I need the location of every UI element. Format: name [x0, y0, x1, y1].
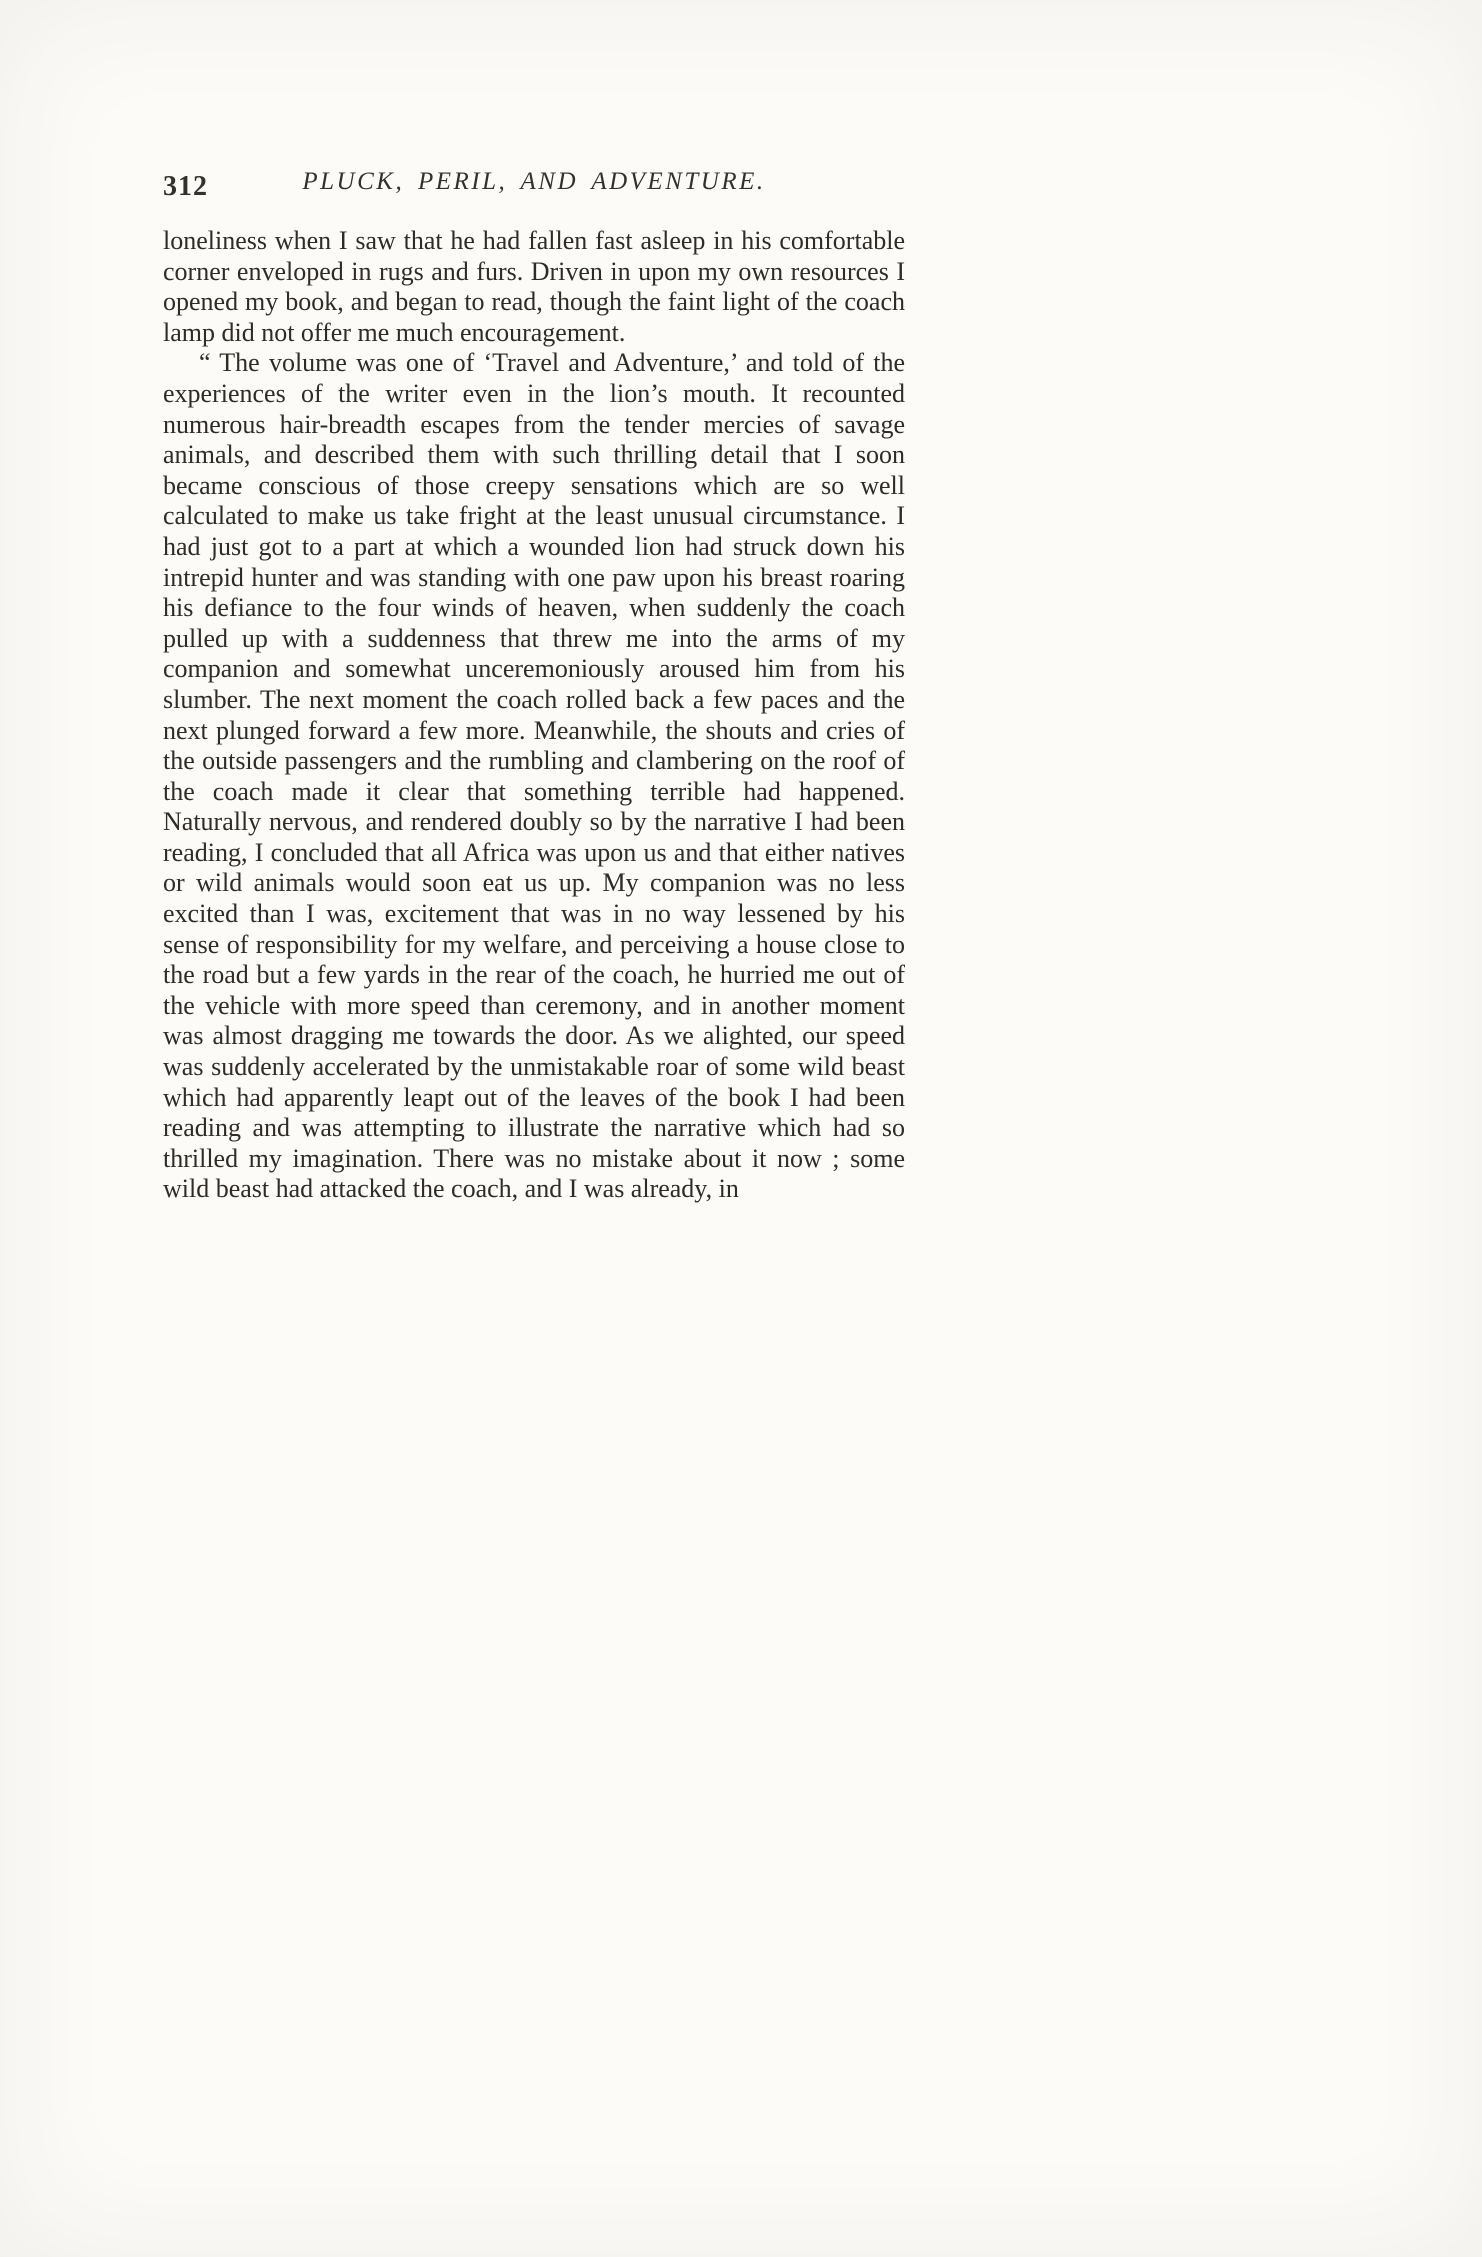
paragraph-continuation: loneliness when I saw that he had fallen fast asleep in his comfortable corner enveloped in rugs and furs. Driven in upon my own resources I opened my book, and began to read, though the faint light of the coach lamp did not offer me much encouragement.	[163, 226, 905, 347]
text-block	[163, 168, 905, 1205]
page-number: 312	[163, 171, 208, 202]
body-text	[163, 226, 905, 1205]
running-title: PLUCK, PERIL, AND ADVENTURE.	[302, 168, 766, 195]
running-head	[163, 168, 905, 202]
paragraph: “ The volume was one of ‘Travel and Adventure,’ and told of the experiences of the writer even in the lion’s mouth. It recounted numerous hair-breadth escapes from the tender mercies of savage animals, and described them with such thrilling detail that I soon became conscious of those creepy sensations which are so well calculated to make us take fright at the least unusual circumstance. I had just got to a part at which a wounded lion had struck down his intrepid hunter and was standing with one paw upon his breast roaring his defiance to the four winds of heaven, when suddenly the coach pulled up with a suddenness that threw me into the arms of my companion and somewhat unceremoniously aroused him from his slumber. The next moment the coach rolled back a few paces and the next plunged forward a few more. Meanwhile, the shouts and cries of the outside passengers and the rumbling and clambering on the roof of the coach made it clear that something terrible had happened. Naturally nervous, and rendered doubly so by the narrative I had been reading, I concluded that all Africa was upon us and that either natives or wild animals would soon eat us up. My companion was no less excited than I was, excitement that was in no way lessened by his sense of responsibility for my welfare, and perceiving a house close to the road but a few yards in the rear of the coach, he hurried me out of the vehicle with more speed than ceremony, and in another moment was almost dragging me towards the door. As we alighted, our speed was suddenly accelerated by the unmistakable roar of some wild beast which had apparently leapt out of the leaves of the book I had been reading and was attempting to illustrate the narrative which had so thrilled my imagination. There was no mistake about it now ; some wild beast had attacked the coach, and I was already, in	[163, 348, 905, 1204]
